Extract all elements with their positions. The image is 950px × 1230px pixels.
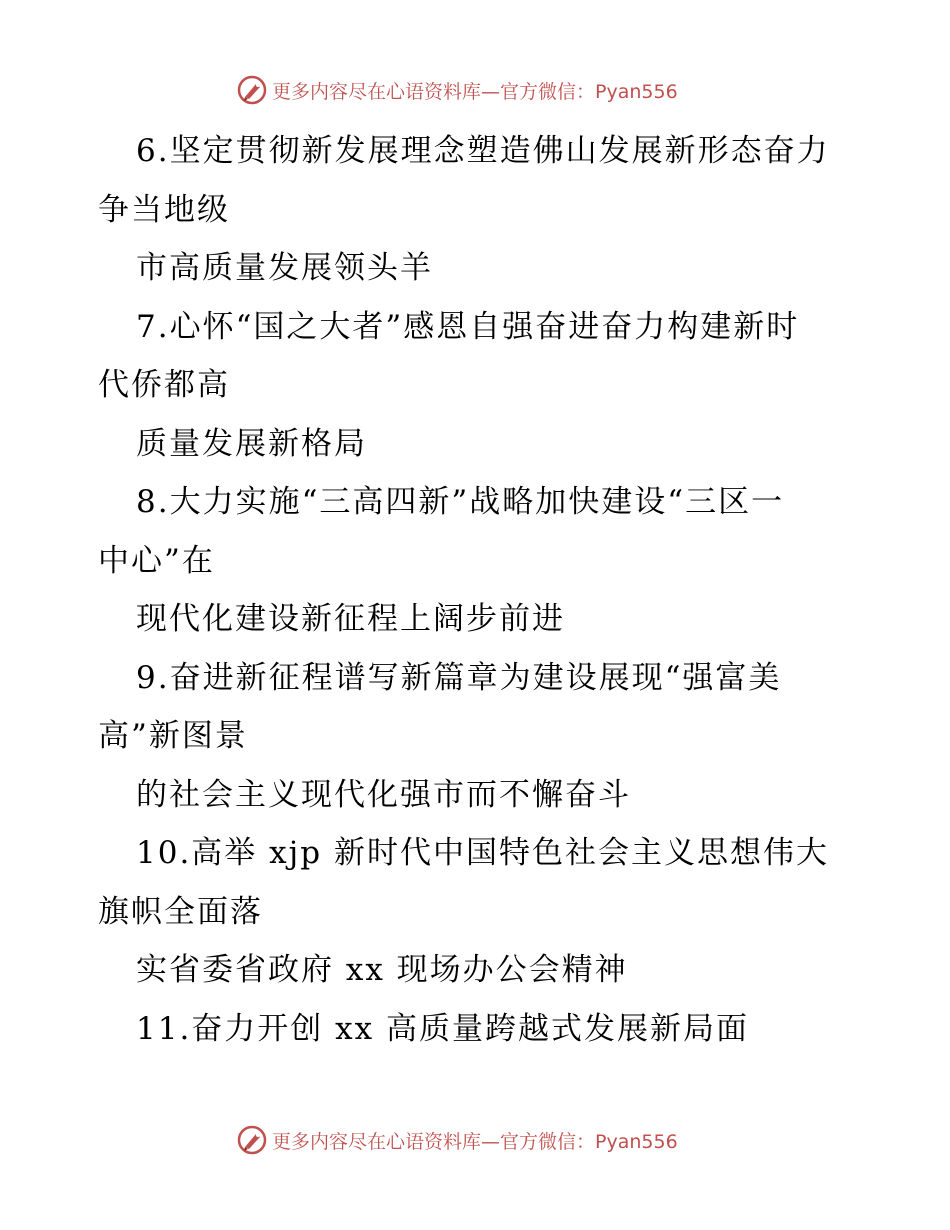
text-line: 的社会主义现代化强市而不懈奋斗 bbox=[136, 776, 631, 813]
text-line: 中心”在 bbox=[98, 542, 215, 579]
document-body bbox=[98, 122, 858, 1058]
text-line: 代侨都高 bbox=[98, 367, 230, 403]
watermark-text: 更多内容尽在心语资料库—官方微信：Pyan556 bbox=[272, 1130, 678, 1153]
text-line: 旗帜全面落 bbox=[98, 893, 263, 930]
pen-logo-icon bbox=[236, 74, 268, 106]
text-line: 10.高举 xjp 新时代中国特色社会主义思想伟大 bbox=[136, 835, 829, 871]
text-line: 市高质量发展领头羊 bbox=[136, 250, 433, 286]
text-line: 争当地级 bbox=[98, 191, 230, 228]
text-line: 8.大力实施“三高四新”战略加快建设“三区一 bbox=[136, 484, 785, 520]
pen-logo-icon bbox=[236, 1124, 268, 1156]
text-line: 6.坚定贯彻新发展理念塑造佛山发展新形态奋力 bbox=[136, 133, 830, 169]
text-line: 11.奋力开创 xx 高质量跨越式发展新局面 bbox=[136, 1010, 749, 1047]
header-watermark bbox=[236, 72, 716, 108]
text-line: 实省委省政府 xx 现场办公会精神 bbox=[136, 952, 628, 988]
text-line: 现代化建设新征程上阔步前进 bbox=[136, 601, 565, 637]
text-line: 质量发展新格局 bbox=[136, 425, 367, 462]
text-line: 高”新图景 bbox=[98, 718, 248, 754]
text-line: 9.奋进新征程谱写新篇章为建设展现“强富美 bbox=[136, 659, 782, 696]
watermark-text: 更多内容尽在心语资料库—官方微信：Pyan556 bbox=[272, 80, 678, 103]
text-line: 7.心怀“国之大者”感恩自强奋进奋力构建新时 bbox=[136, 308, 800, 345]
footer-watermark bbox=[236, 1122, 716, 1158]
